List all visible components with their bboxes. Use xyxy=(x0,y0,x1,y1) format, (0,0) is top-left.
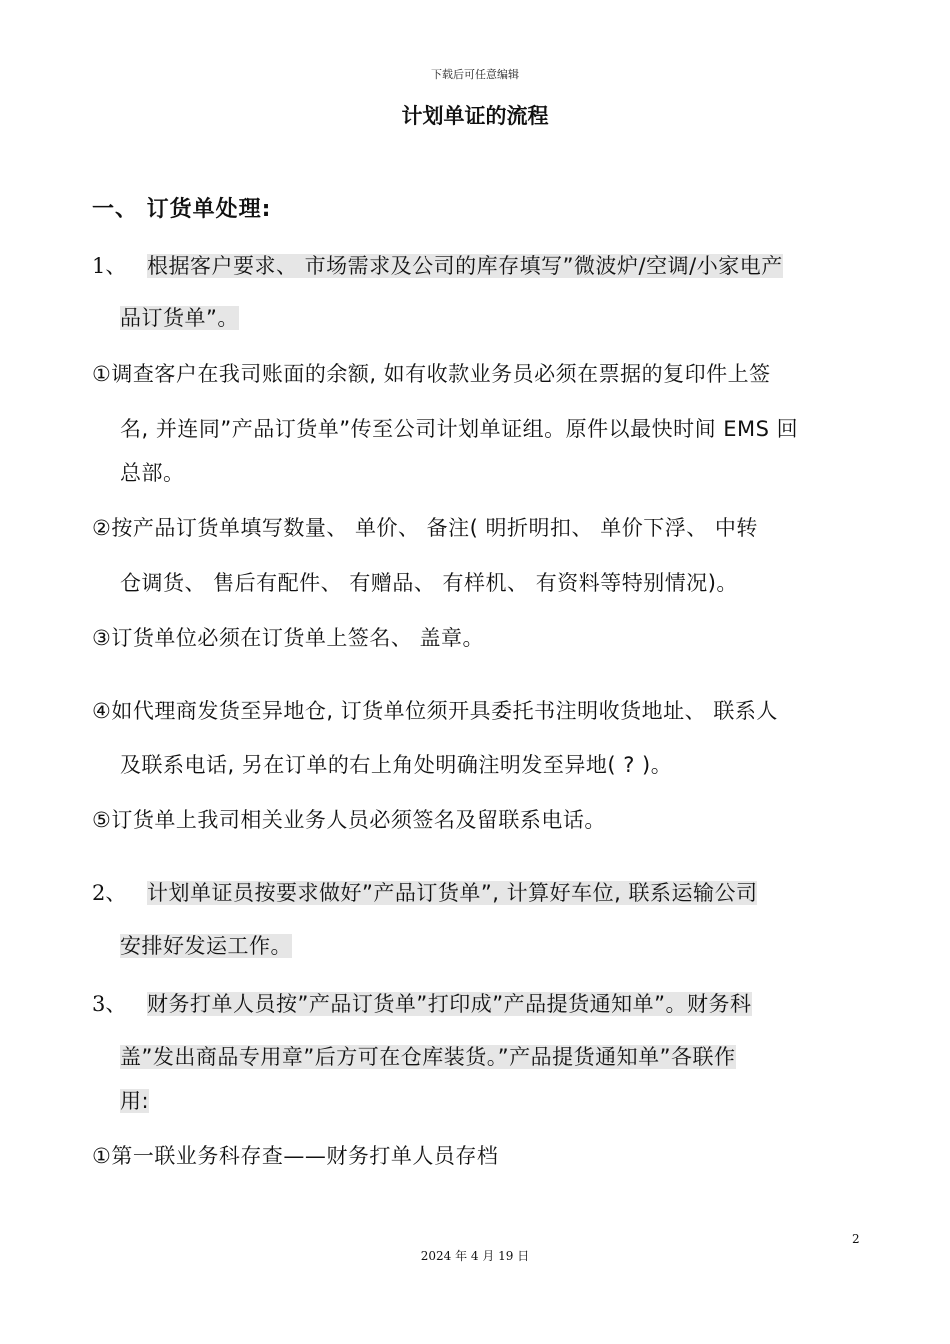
page-number: 2 xyxy=(852,1232,860,1246)
item-text: 财务打单人员按”产品订货单”打印成”产品提货通知单”。财务科 xyxy=(147,992,752,1016)
sub-item-text: ①第一联业务科存查——财务打单人员存档 xyxy=(92,1144,499,1168)
item-number: 2、 xyxy=(92,881,127,905)
item-text: 根据客户要求、 市场需求及公司的库存填写”微波炉/空调/小家电产 xyxy=(147,254,783,278)
item-text: 品订货单”。 xyxy=(120,306,239,330)
item-text: 安排好发运工作。 xyxy=(120,934,292,958)
sub-item-text: ①调查客户在我司账面的余额, 如有收款业务员必须在票据的复印件上签 xyxy=(92,362,771,386)
page-title: 计划单证的流程 xyxy=(401,104,549,128)
sub-item-text: 名, 并连同”产品订货单”传至公司计划单证组。原件以最快时间 EMS 回 xyxy=(120,417,799,441)
sub-item-text: ③订货单位必须在订货单上签名、 盖章。 xyxy=(92,626,484,650)
sub-item-text: 仓调货、 售后有配件、 有赠品、 有样机、 有资料等特别情况)。 xyxy=(120,571,738,595)
item-text: 用: xyxy=(120,1089,150,1113)
item-number: 1、 xyxy=(92,254,127,278)
footer-date: 2024 年 4 月 19 日 xyxy=(420,1249,530,1263)
item-text: 计划单证员按要求做好”产品订货单”, 计算好车位, 联系运输公司 xyxy=(147,881,758,905)
sub-item-text: ④如代理商发货至异地仓, 订货单位须开具委托书注明收货地址、 联系人 xyxy=(92,699,778,723)
sub-item-text: ⑤订货单上我司相关业务人员必须签名及留联系电话。 xyxy=(92,808,606,832)
item-text: 盖”发出商品专用章”后方可在仓库装货。”产品提货通知单”各联作 xyxy=(120,1045,736,1069)
sub-item-text: ②按产品订货单填写数量、 单价、 备注( 明折明扣、 单价下浮、 中转 xyxy=(92,516,758,540)
item-number: 3、 xyxy=(92,992,127,1016)
section-heading: 一、 订货单处理: xyxy=(92,197,272,222)
sub-item-text: 及联系电话, 另在订单的右上角处明确注明发至异地( ? )。 xyxy=(120,753,673,777)
sub-item-text: 总部。 xyxy=(120,461,185,485)
header-note: 下载后可任意编辑 xyxy=(431,68,519,81)
